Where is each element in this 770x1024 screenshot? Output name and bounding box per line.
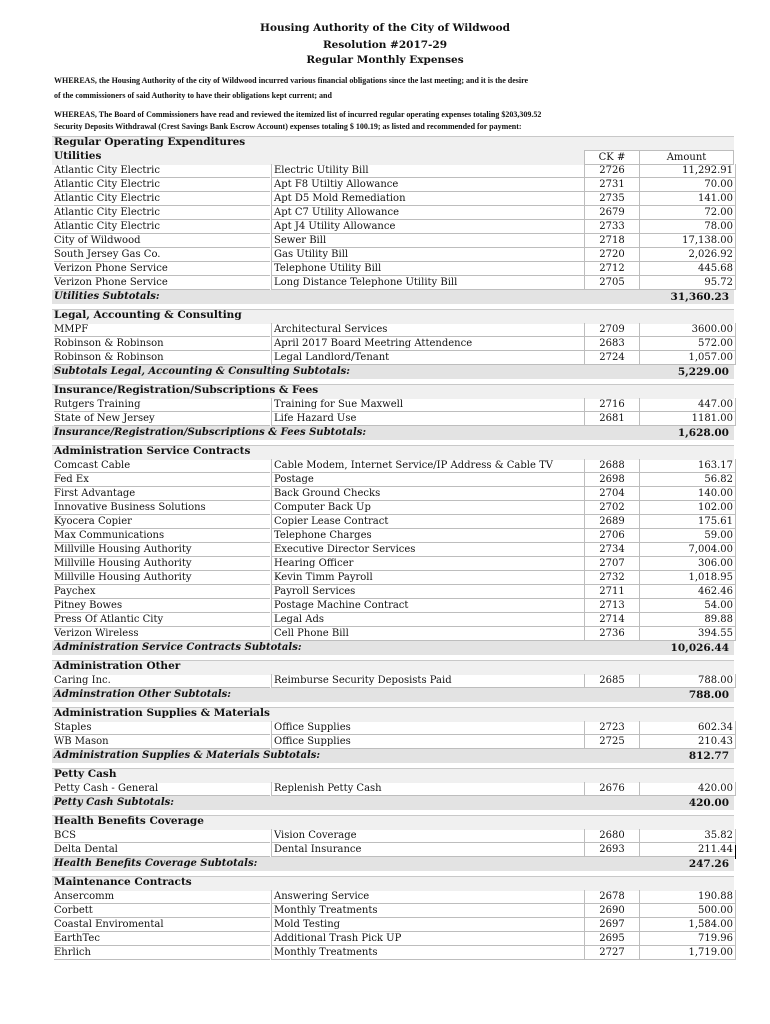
vendor-cell: Innovative Business Solutions [54, 501, 270, 515]
amount-cell: 445.68 [639, 262, 736, 276]
check-number-cell: 2689 [584, 515, 639, 529]
vendor-cell: Robinson & Robinson [54, 351, 270, 365]
table-row [52, 890, 734, 904]
amount-cell: 572.00 [639, 337, 736, 351]
amount-cell: 3600.00 [639, 323, 736, 337]
vendor-cell: Petty Cash - General [54, 782, 270, 796]
description-cell: Postage [271, 473, 585, 487]
amount-cell: 17,138.00 [639, 234, 736, 248]
vendor-cell: Ansercomm [54, 890, 270, 904]
vendor-cell: Atlantic City Electric [54, 192, 270, 206]
description-cell: Long Distance Telephone Utility Bill [271, 276, 585, 290]
vendor-cell: Millville Housing Authority [54, 571, 270, 585]
section-title: Health Benefits Coverage [54, 815, 204, 827]
amount-cell: 500.00 [639, 904, 736, 918]
check-number-cell: 2698 [584, 473, 639, 487]
amount-cell: 70.00 [639, 178, 736, 192]
description-cell: Office Supplies [271, 735, 585, 749]
vendor-cell: Atlantic City Electric [54, 206, 270, 220]
amount-cell: 140.00 [639, 487, 736, 501]
vendor-cell: Delta Dental [54, 843, 270, 857]
subtotal-amount: 247.26 [688, 858, 729, 870]
description-cell: Postage Machine Contract [271, 599, 585, 613]
description-cell: Telephone Utility Bill [271, 262, 585, 276]
amount-cell: 89.88 [639, 613, 736, 627]
amount-cell: 56.82 [639, 473, 736, 487]
vendor-cell: Verizon Wireless [54, 627, 270, 641]
description-cell: Monthly Treatments [271, 904, 585, 918]
amount-cell: 420.00 [639, 782, 736, 796]
description-cell: Reimburse Security Deposists Paid [271, 674, 585, 688]
table-row [52, 487, 734, 501]
table-row [52, 276, 734, 290]
check-number-cell: 2723 [584, 721, 639, 735]
subtotal-row [52, 641, 734, 655]
amount-cell: 394.55 [639, 627, 736, 641]
description-cell: Back Ground Checks [271, 487, 585, 501]
vendor-cell: Caring Inc. [54, 674, 270, 688]
table-row [52, 599, 734, 613]
check-number-cell: 2718 [584, 234, 639, 248]
section-title: Utilities [54, 150, 102, 162]
table-row [52, 501, 734, 515]
amount-cell: 54.00 [639, 599, 736, 613]
amount-cell: 163.17 [639, 459, 736, 473]
table-row [52, 843, 734, 857]
table-row [52, 323, 734, 337]
subtotal-amount: 420.00 [688, 797, 729, 809]
description-cell: Electric Utility Bill [271, 164, 585, 178]
table-row [52, 459, 734, 473]
amount-cell: 2,026.92 [639, 248, 736, 262]
table-row [52, 585, 734, 599]
amount-cell: 95.72 [639, 276, 736, 290]
subtotal-row [52, 290, 734, 304]
description-cell: Office Supplies [271, 721, 585, 735]
vendor-cell: Verizon Phone Service [54, 276, 270, 290]
vendor-cell: Robinson & Robinson [54, 337, 270, 351]
amount-cell: 211.44 [639, 843, 736, 857]
table-row [52, 248, 734, 262]
subtotal-amount: 812.77 [688, 750, 729, 762]
vendor-cell: Paychex [54, 585, 270, 599]
amount-cell: 59.00 [639, 529, 736, 543]
check-number-cell: 2712 [584, 262, 639, 276]
vendor-cell: City of Wildwood [54, 234, 270, 248]
vendor-cell: BCS [54, 829, 270, 843]
vendor-cell: Comcast Cable [54, 459, 270, 473]
table-row [52, 164, 734, 178]
amount-cell: 1181.00 [639, 412, 736, 426]
vendor-cell: WB Mason [54, 735, 270, 749]
description-cell: Payroll Services [271, 585, 585, 599]
description-cell: Replenish Petty Cash [271, 782, 585, 796]
amount-cell: 190.88 [639, 890, 736, 904]
check-number-cell: 2720 [584, 248, 639, 262]
vendor-cell: First Advantage [54, 487, 270, 501]
text-cursor [735, 845, 736, 859]
vendor-cell: Staples [54, 721, 270, 735]
table-row [52, 571, 734, 585]
check-number-cell: 2678 [584, 890, 639, 904]
description-cell: Vision Coverage [271, 829, 585, 843]
amount-cell: 78.00 [639, 220, 736, 234]
vendor-cell: Atlantic City Electric [54, 164, 270, 178]
vendor-cell: Millville Housing Authority [54, 543, 270, 557]
check-number-cell: 2693 [584, 843, 639, 857]
table-row [52, 192, 734, 206]
subtotal-row [52, 426, 734, 440]
subtotal-label: Adminstration Other Subtotals: [54, 689, 231, 700]
amount-cell: 719.96 [639, 932, 736, 946]
subtotal-label: Insurance/Registration/Subscriptions & Fees Subtotals: [54, 427, 367, 438]
check-number-cell: 2716 [584, 398, 639, 412]
amount-cell: 447.00 [639, 398, 736, 412]
amount-cell: 788.00 [639, 674, 736, 688]
check-number-cell: 2679 [584, 206, 639, 220]
org-title: Housing Authority of the City of Wildwood [260, 22, 510, 34]
vendor-cell: Pitney Bowes [54, 599, 270, 613]
subtotal-row [52, 688, 734, 702]
table-row [52, 829, 734, 843]
vendor-cell: Verizon Phone Service [54, 262, 270, 276]
table-row [52, 932, 734, 946]
table-row [52, 613, 734, 627]
section-title: Administration Supplies & Materials [54, 707, 270, 719]
table-row [52, 543, 734, 557]
vendor-cell: Atlantic City Electric [54, 178, 270, 192]
check-number-cell: 2727 [584, 946, 639, 960]
vendor-cell: Millville Housing Authority [54, 557, 270, 571]
vendor-cell: Kyocera Copier [54, 515, 270, 529]
table-row [52, 220, 734, 234]
vendor-cell: Rutgers Training [54, 398, 270, 412]
subtotal-row [52, 796, 734, 810]
main-section-title: Regular Operating Expenditures [54, 136, 246, 148]
amount-cell: 11,292.91 [639, 164, 736, 178]
vendor-cell: State of New Jersey [54, 412, 270, 426]
description-cell: Telephone Charges [271, 529, 585, 543]
subtotal-amount: 5,229.00 [677, 366, 729, 378]
vendor-cell: MMPF [54, 323, 270, 337]
subtotal-row [52, 365, 734, 379]
vendor-cell: Atlantic City Electric [54, 220, 270, 234]
amount-column-header: Amount [639, 150, 734, 165]
description-cell: Legal Ads [271, 613, 585, 627]
description-cell: Apt D5 Mold Remediation [271, 192, 585, 206]
subtotal-label: Administration Service Contracts Subtotals: [54, 642, 302, 653]
description-cell: Monthly Treatments [271, 946, 585, 960]
check-number-cell: 2702 [584, 501, 639, 515]
subtotal-label: Petty Cash Subtotals: [54, 797, 174, 808]
subtotal-amount: 31,360.23 [670, 291, 729, 303]
check-number-cell: 2688 [584, 459, 639, 473]
check-number-cell: 2707 [584, 557, 639, 571]
table-row [52, 234, 734, 248]
amount-cell: 102.00 [639, 501, 736, 515]
table-row [52, 178, 734, 192]
description-cell: Gas Utility Bill [271, 248, 585, 262]
description-cell: Additional Trash Pick UP [271, 932, 585, 946]
table-row [52, 262, 734, 276]
amount-cell: 1,057.00 [639, 351, 736, 365]
description-cell: Life Hazard Use [271, 412, 585, 426]
description-cell: April 2017 Board Meetring Attendence [271, 337, 585, 351]
description-cell: Dental Insurance [271, 843, 585, 857]
check-number-cell: 2732 [584, 571, 639, 585]
check-number-cell: 2685 [584, 674, 639, 688]
check-number-cell: 2714 [584, 613, 639, 627]
check-number-cell: 2697 [584, 918, 639, 932]
section-header [52, 768, 734, 783]
description-cell: Apt C7 Utility Allowance [271, 206, 585, 220]
check-number-cell: 2731 [584, 178, 639, 192]
check-number-cell: 2695 [584, 932, 639, 946]
vendor-cell: Press Of Atlantic City [54, 613, 270, 627]
description-cell: Apt F8 Utiltiy Allowance [271, 178, 585, 192]
subtotal-label: Subtotals Legal, Accounting & Consulting Subtotals: [54, 366, 350, 377]
check-number-cell: 2680 [584, 829, 639, 843]
description-cell: Executive Director Services [271, 543, 585, 557]
table-row [52, 206, 734, 220]
amount-cell: 1,719.00 [639, 946, 736, 960]
description-cell: Computer Back Up [271, 501, 585, 515]
vendor-cell: Fed Ex [54, 473, 270, 487]
subtotal-label: Administration Supplies & Materials Subtotals: [54, 750, 321, 761]
subtotal-amount: 788.00 [688, 689, 729, 701]
subtotal-label: Utilities Subtotals: [54, 291, 160, 302]
check-number-cell: 2733 [584, 220, 639, 234]
check-number-cell: 2724 [584, 351, 639, 365]
section-title: Administration Service Contracts [54, 445, 251, 457]
table-row [52, 351, 734, 365]
amount-cell: 1,584.00 [639, 918, 736, 932]
check-number-cell: 2690 [584, 904, 639, 918]
table-row [52, 515, 734, 529]
subtotal-amount: 1,628.00 [677, 427, 729, 439]
description-cell: Training for Sue Maxwell [271, 398, 585, 412]
whereas-1a: WHEREAS, the Housing Authority of the city of Wildwood incurred various financial obligations since the last meeting; and it is the desire [54, 76, 529, 85]
check-number-cell: 2705 [584, 276, 639, 290]
amount-cell: 462.46 [639, 585, 736, 599]
vendor-cell: EarthTec [54, 932, 270, 946]
vendor-cell: Coastal Enviromental [54, 918, 270, 932]
section-title: Petty Cash [54, 768, 117, 780]
subtotal-row [52, 749, 734, 763]
description-cell: Legal Landlord/Tenant [271, 351, 585, 365]
table-row [52, 904, 734, 918]
description-cell: Answering Service [271, 890, 585, 904]
amount-cell: 306.00 [639, 557, 736, 571]
section-title: Administration Other [54, 660, 181, 672]
check-number-cell: 2736 [584, 627, 639, 641]
check-number-cell: 2676 [584, 782, 639, 796]
vendor-cell: Max Communications [54, 529, 270, 543]
ck-column-header: CK # [584, 150, 640, 165]
check-number-cell: 2735 [584, 192, 639, 206]
amount-cell: 175.61 [639, 515, 736, 529]
description-cell: Cell Phone Bill [271, 627, 585, 641]
table-row [52, 946, 734, 960]
description-cell: Mold Testing [271, 918, 585, 932]
check-number-cell: 2713 [584, 599, 639, 613]
description-cell: Kevin Timm Payroll [271, 571, 585, 585]
description-cell: Cable Modem, Internet Service/IP Address & Cable TV [271, 459, 585, 473]
whereas-1b: of the commissioners of said Authority to have their obligations kept current; and [54, 91, 332, 100]
section-title: Legal, Accounting & Consulting [54, 309, 242, 321]
amount-cell: 35.82 [639, 829, 736, 843]
table-row [52, 398, 734, 412]
table-row [52, 674, 734, 688]
amount-cell: 1,018.95 [639, 571, 736, 585]
section-title: Maintenance Contracts [54, 876, 192, 888]
check-number-cell: 2683 [584, 337, 639, 351]
amount-cell: 141.00 [639, 192, 736, 206]
check-number-cell: 2734 [584, 543, 639, 557]
resolution-number: Resolution #2017-29 [322, 39, 448, 51]
subtotal-label: Health Benefits Coverage Subtotals: [54, 858, 258, 869]
check-number-cell: 2706 [584, 529, 639, 543]
vendor-cell: Ehrlich [54, 946, 270, 960]
whereas-2a: WHEREAS, The Board of Commissioners have read and reviewed the itemized list of incurred regular operating expenses totaling $203,309.52 [54, 110, 542, 119]
table-row [52, 627, 734, 641]
table-row [52, 721, 734, 735]
amount-cell: 210.43 [639, 735, 736, 749]
document-subtitle: Regular Monthly Expenses [306, 54, 464, 66]
table-row [52, 735, 734, 749]
table-row [52, 918, 734, 932]
check-number-cell: 2709 [584, 323, 639, 337]
check-number-cell: 2726 [584, 164, 639, 178]
table-row [52, 412, 734, 426]
table-row [52, 782, 734, 796]
vendor-cell: South Jersey Gas Co. [54, 248, 270, 262]
check-number-cell: 2704 [584, 487, 639, 501]
description-cell: Sewer Bill [271, 234, 585, 248]
vendor-cell: Corbett [54, 904, 270, 918]
whereas-2b: Security Deposits Withdrawal (Crest Savings Bank Escrow Account) expenses totaling $ 100.19; as listed and recommended for payment: [54, 122, 522, 131]
section-title: Insurance/Registration/Subscriptions & Fees [54, 384, 319, 396]
description-cell: Architectural Services [271, 323, 585, 337]
check-number-cell: 2725 [584, 735, 639, 749]
table-row [52, 529, 734, 543]
check-number-cell: 2711 [584, 585, 639, 599]
check-number-cell: 2681 [584, 412, 639, 426]
description-cell: Hearing Officer [271, 557, 585, 571]
description-cell: Apt J4 Utility Allowance [271, 220, 585, 234]
subtotal-amount: 10,026.44 [670, 642, 729, 654]
amount-cell: 72.00 [639, 206, 736, 220]
amount-cell: 602.34 [639, 721, 736, 735]
amount-cell: 7,004.00 [639, 543, 736, 557]
table-row [52, 337, 734, 351]
table-row [52, 473, 734, 487]
description-cell: Copier Lease Contract [271, 515, 585, 529]
table-row [52, 557, 734, 571]
subtotal-row [52, 857, 734, 871]
